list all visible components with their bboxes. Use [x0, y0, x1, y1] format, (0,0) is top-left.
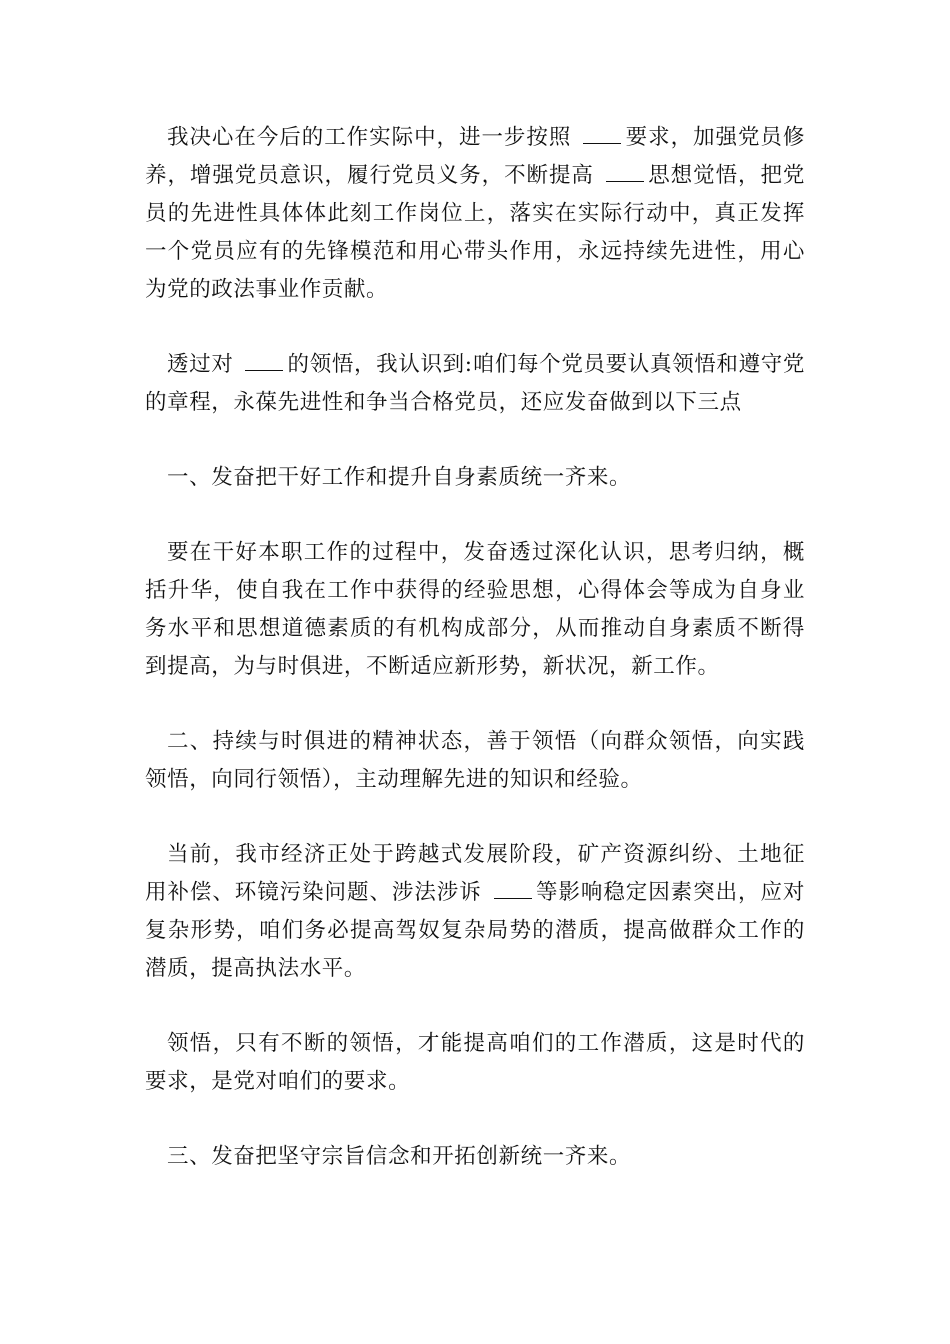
blank-underline: [606, 163, 644, 182]
heading-point-three: [145, 1138, 805, 1176]
paragraph-learning: [145, 1025, 805, 1101]
blank-underline: [583, 125, 621, 144]
paragraph-text: 要求，加强党员修养，增强党员意识，履行党员义务，不断提高: [145, 125, 805, 188]
heading-point-two: [145, 723, 805, 799]
paragraph-text: 当前，我市经济正处于跨越式发展阶段，矿产资源纠纷、土地征用补偿、环镜污染问题、涉法涉诉: [145, 842, 805, 905]
paragraph-text: 领悟，只有不断的领悟，才能提高咱们的工作潜质，这是时代的要求，是党对咱们的要求。: [145, 1031, 805, 1094]
heading-point-one: [145, 459, 805, 497]
document-body: [145, 119, 805, 1213]
blank-underline: [494, 880, 532, 899]
paragraph-text: 二、持续与时俱进的精神状态，善于领悟（向群众领悟，向实践领悟，向同行领悟），主动理解先进的知识和经验。: [145, 729, 805, 792]
paragraph-resolution: [145, 119, 805, 309]
paragraph-text: 一、发奋把干好工作和提升自身素质统一齐来。: [167, 465, 632, 490]
blank-underline: [245, 352, 283, 371]
paragraph-text: 思想觉悟，把党员的先进性具体体此刻工作岗位上，落实在实际行动中，真正发挥一个党员应有的先锋模范和用心带头作用，永远持续先进性，用心为党的政法事业作贡献。: [145, 163, 805, 302]
paragraph-text: 我决心在今后的工作实际中，进一步按照: [167, 125, 572, 150]
paragraph-point-one-detail: [145, 534, 805, 686]
paragraph-text: 的领悟，我认识到:咱们每个党员要认真领悟和遵守党的章程，永葆先进性和争当合格党员，还应发奋做到以下三点: [145, 352, 805, 415]
paragraph-text: 三、发奋把坚守宗旨信念和开拓创新统一齐来。: [167, 1144, 632, 1169]
paragraph-text: 等影响稳定因素突出，应对复杂形势，咱们务必提高驾奴复杂局势的潜质，提高做群众工作的潜质，提高执法水平。: [145, 880, 805, 981]
paragraph-understanding: [145, 346, 805, 422]
paragraph-current-situation: [145, 836, 805, 988]
paragraph-text: 要在干好本职工作的过程中，发奋透过深化认识，思考归纳，概括升华，使自我在工作中获得的经验思想，心得体会等成为自身业务水平和思想道德素质的有机构成部分，从而推动自身素质不断得到提高，为与时俱进，不断适应新形势，新状况，新工作。: [145, 540, 805, 679]
paragraph-text: 透过对: [167, 352, 234, 377]
